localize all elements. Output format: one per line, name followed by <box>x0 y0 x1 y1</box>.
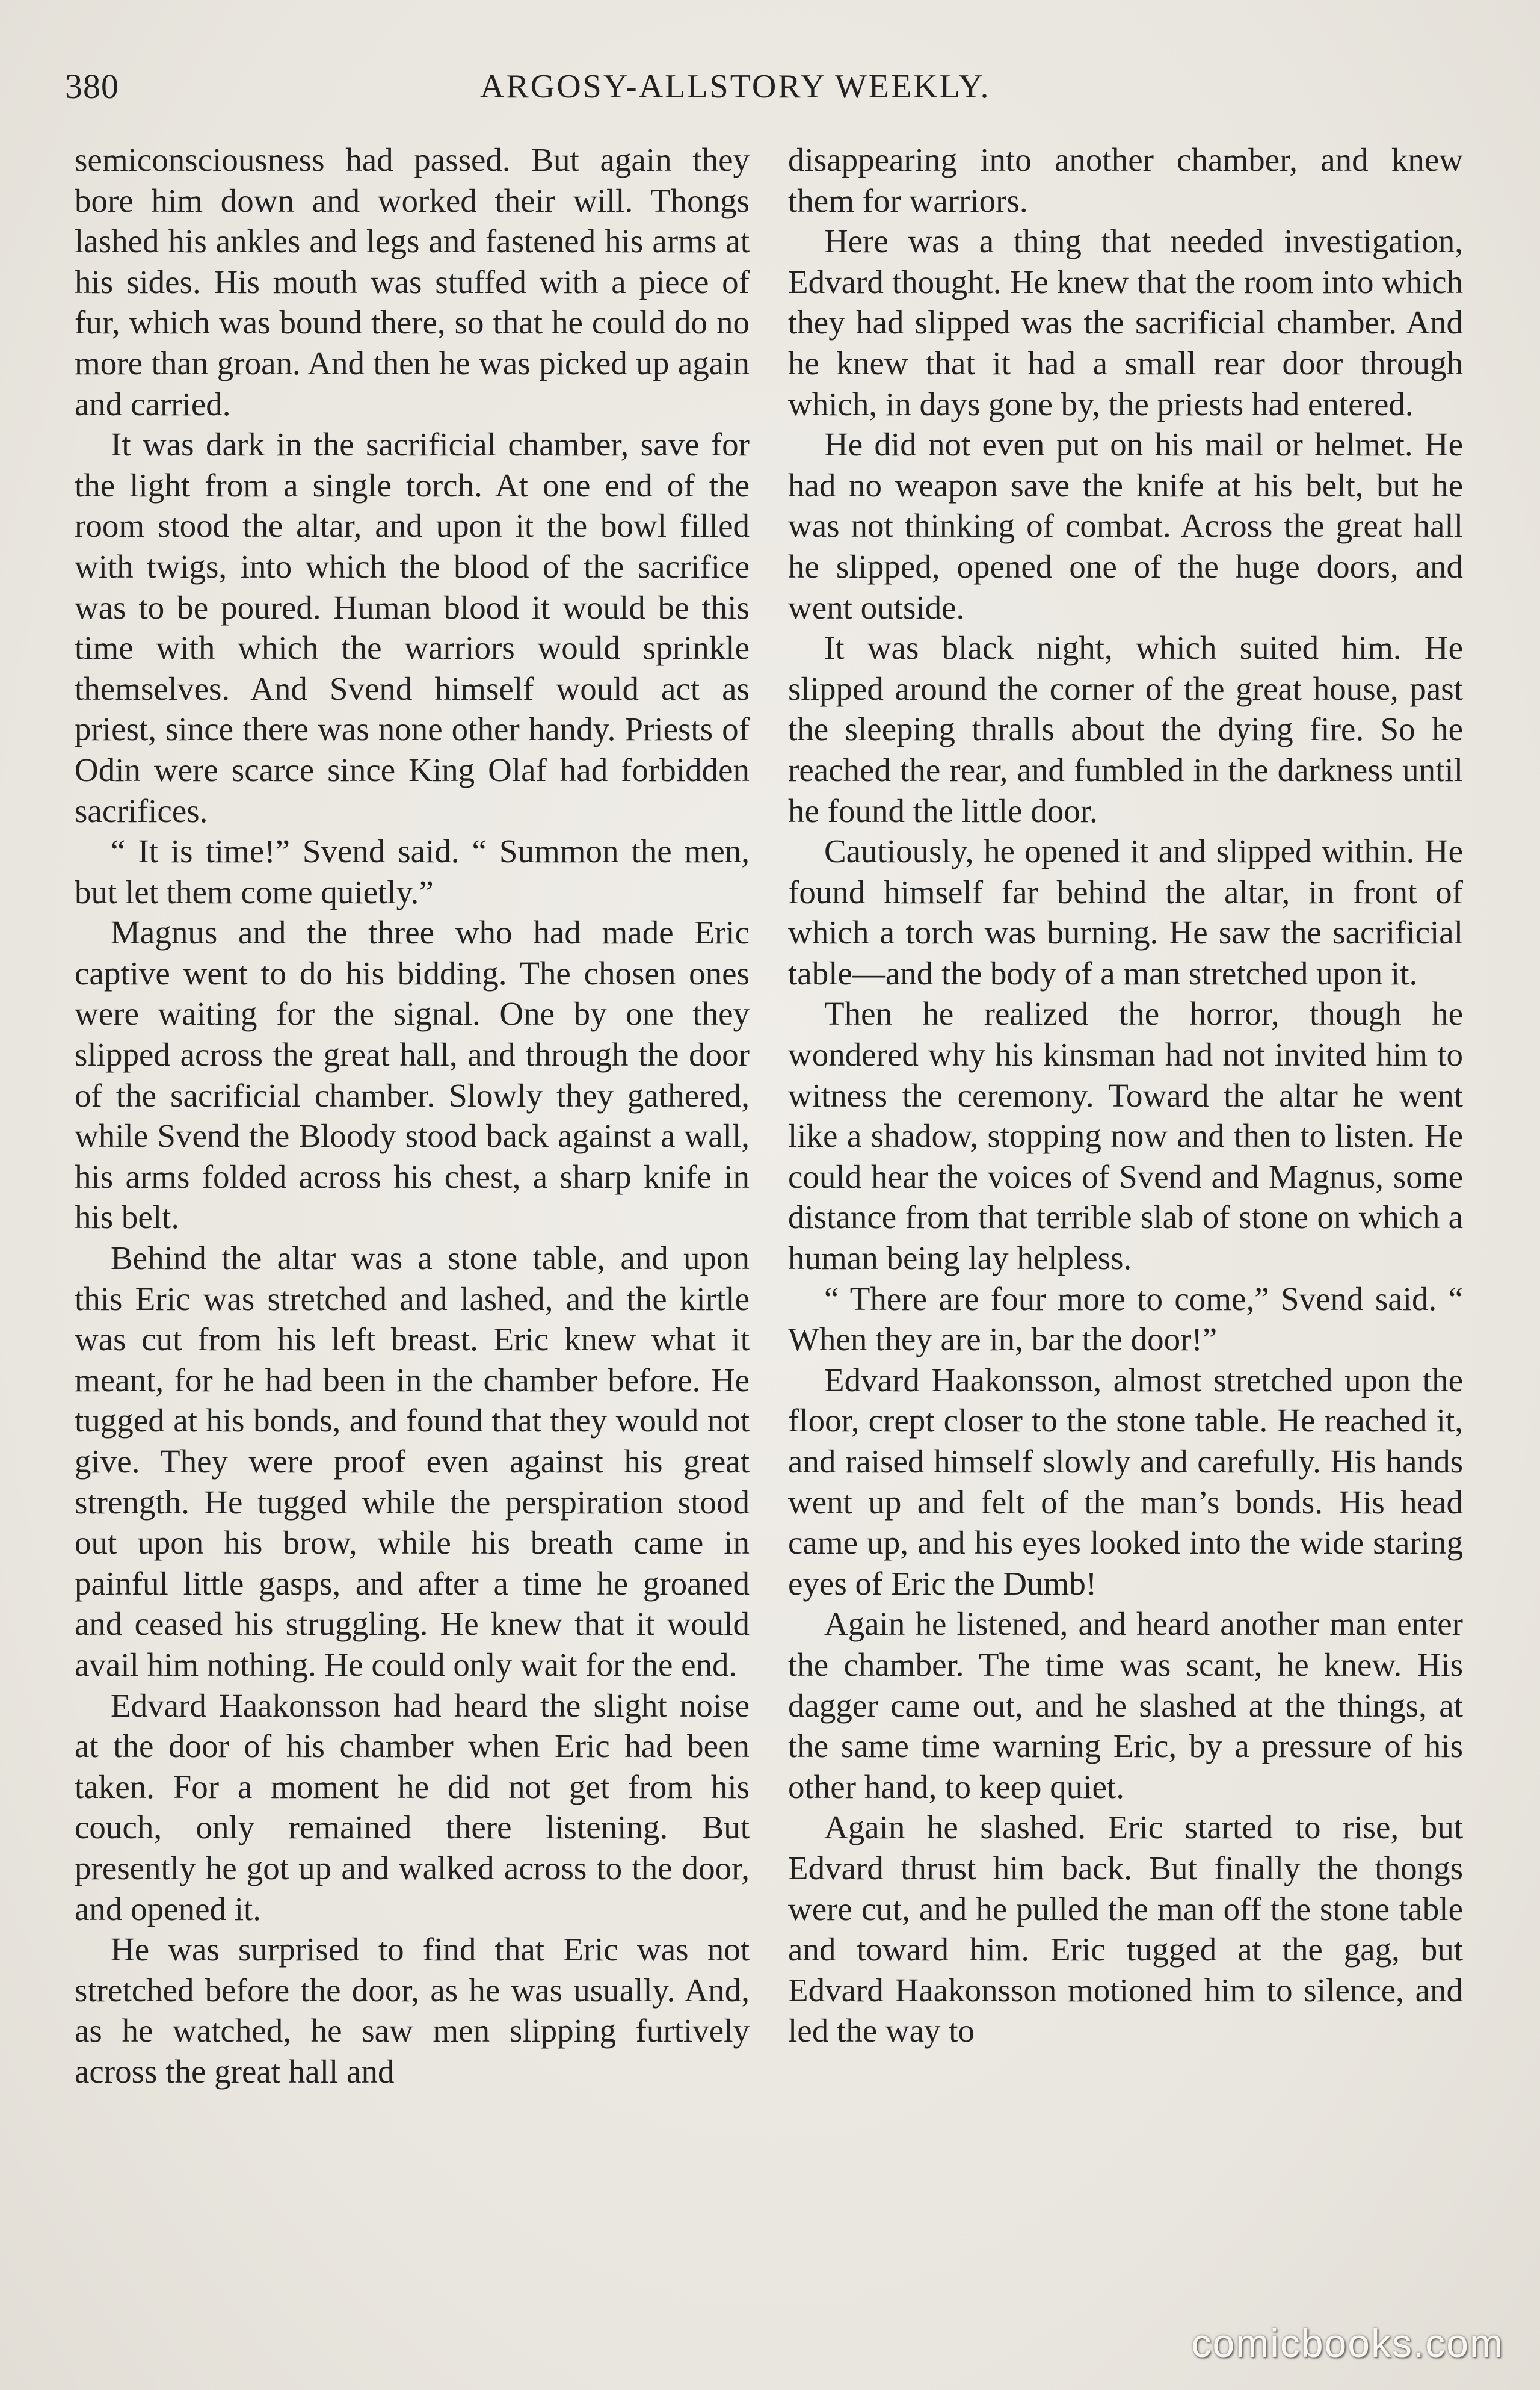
paragraph: “ There are four more to come,” Svend said. “ When they are in, bar the door!” <box>788 1280 1463 1358</box>
paragraph: Again he listened, and heard another man enter the chamber. The time was scant, he knew. His dagger came out, and he slashed at the things, at the same time warning Eric, by a pressure of his other hand, to keep quiet. <box>788 1605 1463 1805</box>
paragraph: semiconsciousness had passed. But again they bore him down and worked their will. Thongs lashed his ankles and legs and fastened his arms at his sides. His mouth was stuffed with a piece of fur, which was bound there, so that he could do no more than groan. And then he was picked up again and carried. <box>75 141 750 422</box>
page-header <box>65 63 1497 111</box>
paragraph: Again he slashed. Eric started to rise, but Edvard thrust him back. But finally the thongs were cut, and he pulled the man off the stone table and toward him. Eric tugged at the gag, but Edvard Haakonsson motioned him to silence, and led the way to <box>788 1809 1463 2049</box>
paragraph: It was dark in the sacrificial chamber, save for the light from a single torch. At one end of the room stood the altar, and upon it the bowl filled with twigs, into which the blood of the sacrifice was to be poured. Human blood it would be this time with which the warriors would sprinkle themselves. And Svend himself would act as priest, since there was none other handy. Priests of Odin were scarce since King Olaf had forbidden sacrifices. <box>75 426 750 829</box>
right-column <box>788 140 1463 2051</box>
paragraph: Magnus and the three who had made Eric captive went to do his bidding. The chosen ones were waiting for the signal. One by one they slipped across the great hall, and through the door of the sacrificial chamber. Slowly they gathered, while Svend the Bloody stood back against a wall, his arms folded across his chest, a sharp knife in his belt. <box>75 914 750 1236</box>
page-number: 380 <box>65 67 119 106</box>
paragraph: It was black night, which suited him. He slipped around the corner of the great house, past the sleeping thralls about the dying fire. So he reached the rear, and fumbled in the darkness until he found the little door. <box>788 629 1463 829</box>
paragraph: Here was a thing that needed investigation, Edvard thought. He knew that the room into which they had slipped was the sacrificial chamber. And he knew that it had a small rear door through which, in days gone by, the priests had entered. <box>788 223 1463 422</box>
paragraph: He did not even put on his mail or helmet. He had no weapon save the knife at his belt, but he was not thinking of combat. Across the great hall he slipped, opened one of the huge doors, and went outside. <box>788 426 1463 626</box>
running-title: ARGOSY-ALLSTORY WEEKLY. <box>480 68 991 105</box>
site-watermark: comicbooks.com <box>1191 2321 1504 2365</box>
paragraph: Edvard Haakonsson, almost stretched upon the floor, crept closer to the stone table. He reached it, and raised himself slowly and carefully. His hands went up and felt of the man’s bonds. His head came up, and his eyes looked into the wide staring eyes of Eric the Dumb! <box>788 1361 1463 1602</box>
paragraph: Behind the altar was a stone table, and upon this Eric was stretched and lashed, and the kirtle was cut from his left breast. Eric knew what it meant, for he had been in the chamber before. He tugged at his bonds, and found that they would not give. They were proof even against his great strength. He tugged while the perspiration stood out upon his brow, while his breath came in painful little gasps, and after a time he groaned and ceased his struggling. He knew that it would avail him nothing. He could only wait for the end. <box>75 1240 750 1683</box>
paragraph: disappearing into another chamber, and knew them for warriors. <box>788 141 1463 219</box>
left-column <box>75 140 750 2092</box>
paragraph: He was surprised to find that Eric was not stretched before the door, as he was usually. And, as he watched, he saw men slipping furtively across the great hall and <box>75 1931 750 2090</box>
paragraph: Then he realized the horror, though he wondered why his kinsman had not invited him to witness the ceremony. Toward the altar he went like a shadow, stopping now and then to listen. He could hear the voices of Svend and Magnus, some distance from that terrible slab of stone on which a human being lay helpless. <box>788 995 1463 1277</box>
paragraph: “ It is time!” Svend said. “ Summon the men, but let them come quietly.” <box>75 833 750 910</box>
paragraph: Edvard Haakonsson had heard the slight noise at the door of his chamber when Eric had been taken. For a moment he did not get from his couch, only remained there listening. But presently he got up and walked across to the door, and opened it. <box>75 1687 750 1927</box>
paragraph: Cautiously, he opened it and slipped within. He found himself far behind the altar, in front of which a torch was burning. He saw the sacrificial table—and the body of a man stretched upon it. <box>788 833 1463 992</box>
